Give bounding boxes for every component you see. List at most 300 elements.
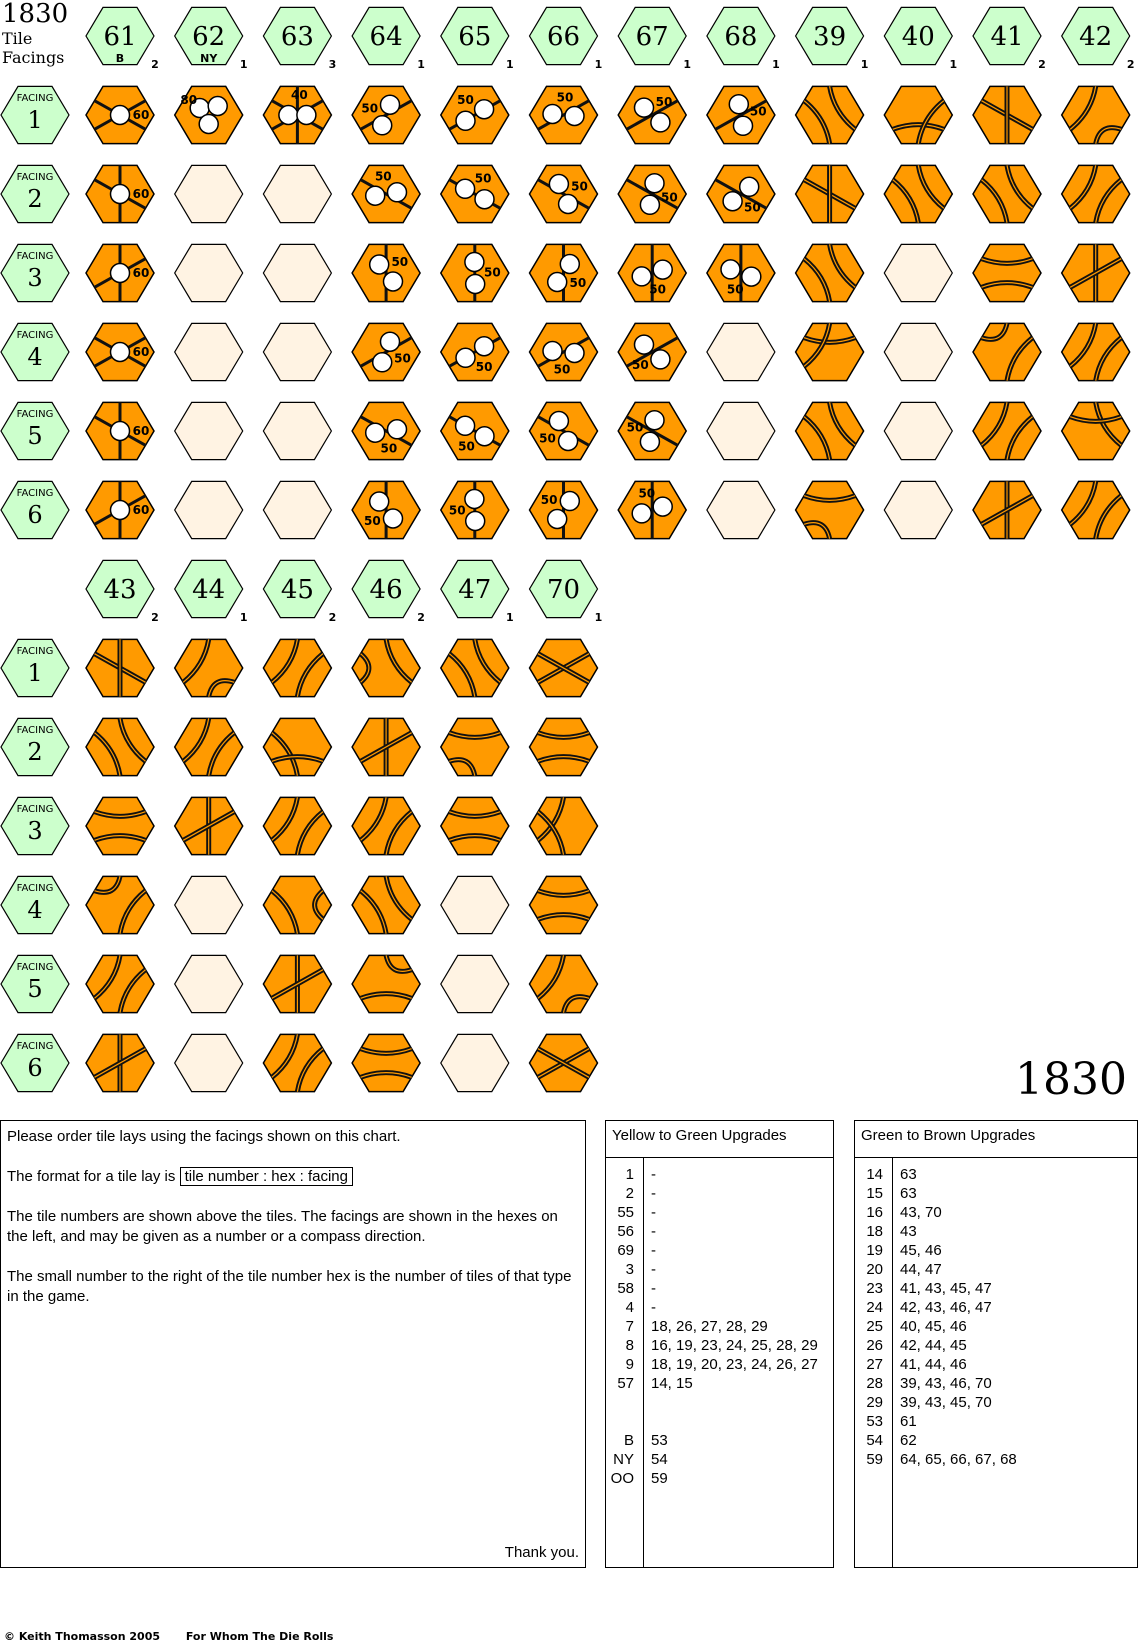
revenue-value: 50 — [556, 90, 574, 105]
empty-facing-40-4 — [884, 323, 952, 380]
revenue-value: 60 — [132, 503, 150, 517]
tile-45-facing-2 — [263, 718, 331, 775]
empty-facing-63-6 — [263, 481, 331, 538]
upgrade-to: - — [651, 1299, 656, 1316]
city-icon — [565, 344, 584, 363]
facing-label: FACING — [16, 646, 54, 657]
revenue-value: 50 — [649, 282, 666, 297]
revenue-value: 50 — [540, 492, 558, 507]
tile-61-facing-4 — [86, 323, 154, 380]
facing-label: FACING — [16, 883, 54, 894]
tile-42-facing-6 — [1062, 481, 1130, 538]
upgrade-to: 43, 70 — [900, 1204, 942, 1221]
city-icon — [384, 509, 403, 528]
city-icon — [729, 95, 748, 114]
upgrade-from — [606, 1412, 634, 1432]
city-icon — [543, 342, 562, 361]
tile-hex — [530, 718, 598, 775]
tile-number: 47 — [458, 575, 492, 605]
upgrade-from: 57 — [617, 1375, 634, 1392]
tile-39-facing-2 — [796, 165, 864, 222]
tile-count: 2 — [417, 611, 425, 624]
revenue-value: 50 — [458, 439, 475, 454]
tile-65-facing-1 — [441, 86, 509, 143]
city-icon — [651, 113, 670, 132]
chart-title: 1830 — [2, 0, 69, 29]
revenue-value: 40 — [291, 88, 308, 102]
city-icon — [560, 492, 579, 511]
upgrade-to: 43 — [900, 1223, 917, 1240]
empty-facing-62-6 — [175, 481, 243, 538]
city-icon — [297, 106, 316, 125]
instructions-para3: The small number to the right of the tile number hex is the number of tiles of that type in the game. — [7, 1268, 572, 1305]
revenue-value: 50 — [539, 431, 556, 446]
city-icon — [279, 106, 298, 125]
tile-41-facing-2 — [973, 165, 1041, 222]
revenue-value: 50 — [457, 93, 474, 108]
facing-number: 6 — [27, 501, 43, 529]
tile-count: 2 — [328, 611, 337, 624]
tile-number: 39 — [813, 22, 847, 52]
tile-count: 1 — [417, 58, 425, 71]
upgrade-from: 28 — [866, 1375, 883, 1392]
empty-facing-44-4 — [175, 876, 243, 933]
tile-46-facing-1 — [352, 639, 420, 696]
tile-66-facing-5 — [530, 402, 598, 459]
tile-43-facing-2 — [86, 718, 154, 775]
tile-46-facing-5 — [352, 955, 420, 1012]
facing-number: 3 — [27, 817, 43, 845]
empty-facing-44-5 — [175, 955, 243, 1012]
tile-count: 1 — [594, 611, 603, 624]
city-icon — [640, 195, 659, 214]
facing-number: 1 — [27, 659, 43, 687]
upgrade-to: 42, 43, 46, 47 — [900, 1299, 992, 1316]
empty-facing-63-5 — [263, 402, 331, 459]
tile-41-facing-4 — [973, 323, 1041, 380]
tile-46-facing-4 — [352, 876, 420, 933]
upgrade-from: 18 — [866, 1223, 883, 1240]
upgrade-from: 26 — [866, 1337, 883, 1354]
upgrade-to: 44, 47 — [900, 1261, 942, 1278]
tile-61-facing-5 — [86, 402, 154, 459]
revenue-value: 60 — [132, 345, 150, 359]
tile-44-facing-1 — [175, 639, 243, 696]
format-prefix: The format for a tile lay is — [7, 1168, 176, 1185]
tile-39-facing-1 — [796, 86, 864, 143]
instructions-line1: Please order tile lays using the facings shown on this chart. — [7, 1128, 401, 1145]
upgrade-from: OO — [610, 1470, 634, 1487]
facing-label: FACING — [16, 172, 54, 183]
tile-39-facing-6 — [796, 481, 864, 538]
tile-45-facing-5 — [263, 955, 331, 1012]
upgrade-from: 55 — [617, 1204, 634, 1221]
upgrade-from: NY — [613, 1451, 634, 1468]
city-icon — [366, 423, 385, 442]
facing-number: 2 — [27, 738, 43, 766]
tile-39-facing-3 — [796, 244, 864, 301]
city-icon — [465, 253, 484, 272]
city-icon — [559, 195, 578, 214]
tile-61-facing-1 — [86, 86, 154, 143]
city-icon — [475, 427, 494, 446]
facing-number: 5 — [27, 422, 43, 450]
tile-number: 63 — [280, 22, 314, 52]
city-icon — [549, 412, 568, 431]
tile-43-facing-3 — [86, 797, 154, 854]
tile-63-facing-1 — [263, 86, 331, 143]
city-icon — [370, 492, 389, 511]
tile-67-facing-4 — [618, 323, 686, 380]
tile-42-facing-1 — [1062, 86, 1130, 143]
table-body — [606, 1157, 833, 1567]
tile-number: 43 — [103, 575, 137, 605]
tile-hex — [441, 718, 509, 775]
upgrade-from: 29 — [866, 1394, 883, 1411]
upgrade-from: 25 — [866, 1318, 883, 1335]
footer-title: 1830 — [1015, 1054, 1127, 1105]
revenue-value: 60 — [132, 266, 150, 280]
upgrade-to: 64, 65, 66, 67, 68 — [900, 1451, 1017, 1468]
upgrade-from: 9 — [625, 1356, 634, 1373]
city-icon — [111, 264, 130, 283]
upgrade-from: 53 — [866, 1413, 883, 1430]
tile-67-facing-3 — [618, 244, 686, 301]
city-icon — [632, 504, 651, 523]
city-icon — [111, 422, 130, 441]
city-icon — [721, 260, 740, 279]
tile-70-facing-5 — [530, 955, 598, 1012]
tile-64-facing-4 — [352, 323, 420, 380]
revenue-value: 50 — [632, 358, 649, 373]
city-icon — [111, 185, 130, 204]
tile-number: 68 — [724, 22, 758, 52]
city-icon — [723, 192, 742, 211]
tile-45-facing-6 — [263, 1034, 331, 1091]
upgrade-to: 39, 43, 46, 70 — [900, 1375, 992, 1392]
upgrade-to: - — [651, 1166, 656, 1183]
upgrade-to: 18, 19, 20, 23, 24, 26, 27 — [651, 1356, 818, 1373]
tile-47-facing-3 — [441, 797, 509, 854]
revenue-value: 50 — [364, 514, 381, 529]
tile-number: 42 — [1079, 22, 1113, 52]
city-icon — [388, 420, 407, 439]
tile-count: 2 — [1038, 58, 1046, 71]
facing-number: 3 — [27, 264, 43, 292]
tile-67-facing-1 — [618, 86, 686, 143]
city-icon — [565, 107, 584, 126]
empty-facing-40-5 — [884, 402, 952, 459]
empty-facing-68-6 — [707, 481, 775, 538]
empty-facing-44-6 — [175, 1034, 243, 1091]
tile-42-facing-3 — [1062, 244, 1130, 301]
tile-67-facing-6 — [618, 481, 686, 538]
tile-47-facing-2 — [441, 718, 509, 775]
tile-64-facing-6 — [352, 481, 420, 538]
city-icon — [456, 179, 475, 198]
city-icon — [635, 335, 654, 354]
tile-46-facing-6 — [352, 1034, 420, 1091]
upgrade-to: 61 — [900, 1413, 917, 1430]
upgrade-from: 24 — [866, 1299, 883, 1316]
upgrade-from: 3 — [625, 1261, 634, 1278]
facing-number: 6 — [27, 1054, 43, 1082]
upgrade-from: 16 — [866, 1204, 883, 1221]
upgrade-to: - — [651, 1223, 656, 1240]
revenue-value: 50 — [475, 359, 493, 374]
upgrade-from: 20 — [866, 1261, 883, 1278]
tile-43-facing-1 — [86, 639, 154, 696]
empty-facing-40-3 — [884, 244, 952, 301]
facing-label: FACING — [16, 962, 54, 973]
tile-66-facing-6 — [530, 481, 598, 538]
city-icon — [373, 116, 392, 135]
revenue-value: 50 — [726, 282, 744, 297]
instructions-para2: The tile numbers are shown above the tiles. The facings are shown in the hexes on the left, and may be given as a number or a compass direction. — [7, 1208, 558, 1245]
tile-43-facing-6 — [86, 1034, 154, 1091]
empty-facing-62-5 — [175, 402, 243, 459]
upgrade-from: 8 — [625, 1337, 634, 1354]
tile-count: 1 — [594, 58, 603, 71]
tile-number: 41 — [990, 22, 1024, 52]
city-icon — [384, 272, 403, 291]
revenue-value: 50 — [655, 94, 673, 109]
tile-hex — [973, 244, 1041, 301]
revenue-value: 50 — [448, 503, 466, 518]
upgrade-to: 45, 46 — [900, 1242, 942, 1259]
facing-label: FACING — [16, 330, 54, 341]
upgrade-from: 27 — [866, 1356, 883, 1373]
city-icon — [640, 432, 659, 451]
tile-designation: B — [115, 52, 125, 65]
tile-number: 46 — [369, 575, 403, 605]
tile-68-facing-1 — [707, 86, 775, 143]
upgrade-to: - — [651, 1261, 656, 1278]
city-icon — [740, 177, 759, 196]
tile-41-facing-3 — [973, 244, 1041, 301]
revenue-value: 50 — [474, 171, 492, 186]
tile-61-facing-3 — [86, 244, 154, 301]
tile-40-facing-2 — [884, 165, 952, 222]
tile-45-facing-4 — [263, 876, 331, 933]
revenue-value: 50 — [380, 441, 398, 456]
tile-hex — [530, 876, 598, 933]
tile-65-facing-4 — [441, 323, 509, 380]
facing-label: FACING — [16, 725, 54, 736]
tile-70-facing-4 — [530, 876, 598, 933]
city-icon — [635, 98, 654, 117]
city-icon — [548, 510, 567, 529]
tile-47-facing-1 — [441, 639, 509, 696]
revenue-value: 50 — [391, 254, 409, 269]
revenue-value: 50 — [638, 486, 656, 501]
chart-subtitle: Tile — [2, 29, 33, 48]
upgrade-from: 59 — [866, 1451, 883, 1468]
facing-number: 4 — [27, 896, 43, 924]
revenue-value: 50 — [569, 276, 587, 291]
empty-facing-62-3 — [175, 244, 243, 301]
city-icon — [366, 186, 385, 205]
empty-facing-62-4 — [175, 323, 243, 380]
tile-hex — [86, 797, 154, 854]
city-icon — [653, 260, 672, 279]
facing-number: 2 — [27, 185, 43, 213]
tile-70-facing-2 — [530, 718, 598, 775]
revenue-value: 50 — [553, 362, 571, 377]
upgrade-to: - — [651, 1280, 656, 1297]
revenue-value: 50 — [361, 101, 379, 116]
upgrade-to: 16, 19, 23, 24, 25, 28, 29 — [651, 1337, 818, 1354]
city-icon — [465, 490, 484, 509]
tile-43-facing-4 — [86, 876, 154, 933]
tile-43-facing-5 — [86, 955, 154, 1012]
upgrade-to: 14, 15 — [651, 1375, 693, 1392]
tile-65-facing-2 — [441, 165, 509, 222]
upgrade-from: 1 — [625, 1166, 634, 1183]
empty-facing-68-5 — [707, 402, 775, 459]
tile-number: 44 — [192, 575, 226, 605]
tile-number: 64 — [369, 22, 403, 52]
tile-39-facing-4 — [796, 323, 864, 380]
upgrade-from: 56 — [617, 1223, 634, 1240]
tile-count: 1 — [860, 58, 869, 71]
revenue-value: 50 — [374, 169, 392, 184]
tile-64-facing-2 — [352, 165, 420, 222]
city-icon — [548, 273, 567, 292]
upgrade-to: 41, 44, 46 — [900, 1356, 967, 1373]
tile-68-facing-2 — [707, 165, 775, 222]
city-icon — [456, 111, 475, 130]
upgrade-from: 23 — [866, 1280, 883, 1297]
tile-66-facing-1 — [530, 86, 598, 143]
tile-count: 1 — [239, 58, 248, 71]
tile-39-facing-5 — [796, 402, 864, 459]
revenue-value: 60 — [132, 187, 150, 201]
upgrade-to: 42, 44, 45 — [900, 1337, 967, 1354]
upgrade-from: 58 — [617, 1280, 634, 1297]
upgrade-from: B — [623, 1432, 634, 1449]
facing-number: 4 — [27, 343, 43, 371]
tile-42-facing-4 — [1062, 323, 1130, 380]
city-icon — [734, 116, 753, 135]
revenue-value: 50 — [484, 265, 501, 280]
city-icon — [543, 105, 562, 124]
upgrade-to: 41, 43, 45, 47 — [900, 1280, 992, 1297]
upgrade-to: - — [651, 1185, 656, 1202]
facing-number: 5 — [27, 975, 43, 1003]
upgrade-from — [606, 1393, 634, 1413]
city-icon — [475, 100, 494, 119]
format-box: tile number : hex : facing — [180, 1167, 353, 1186]
tile-count: 1 — [949, 58, 958, 71]
city-icon — [475, 337, 494, 356]
upgrade-from: 69 — [617, 1242, 634, 1259]
upgrade-to: - — [651, 1242, 656, 1259]
table-body — [855, 1157, 1137, 1567]
city-icon — [111, 343, 130, 362]
city-icon — [111, 501, 130, 520]
tile-67-facing-2 — [618, 165, 686, 222]
empty-facing-40-6 — [884, 481, 952, 538]
upgrade-from: 2 — [625, 1185, 634, 1202]
tile-44-facing-2 — [175, 718, 243, 775]
city-icon — [111, 106, 130, 125]
tile-42-facing-5 — [1062, 402, 1130, 459]
upgrade-from: 15 — [866, 1185, 883, 1202]
chart-subtitle: Facings — [2, 48, 65, 67]
city-icon — [466, 512, 485, 531]
upgrade-to: - — [651, 1204, 656, 1221]
revenue-value: 50 — [661, 190, 678, 205]
upgrade-to: 59 — [651, 1470, 668, 1487]
tile-number: 61 — [103, 22, 137, 52]
tile-65-facing-6 — [441, 481, 509, 538]
revenue-value: 50 — [394, 351, 411, 366]
site-name: For Whom The Die Rolls — [185, 1630, 334, 1643]
tile-number: 70 — [546, 575, 581, 605]
upgrade-from: 4 — [625, 1299, 634, 1316]
tile-count: 2 — [151, 58, 159, 71]
tile-61-facing-2 — [86, 165, 154, 222]
tile-66-facing-2 — [530, 165, 598, 222]
facing-label: FACING — [16, 804, 54, 815]
upgrade-to: 40, 45, 46 — [900, 1318, 967, 1335]
city-icon — [559, 432, 578, 451]
tile-46-facing-3 — [352, 797, 420, 854]
city-icon — [651, 350, 670, 369]
tile-65-facing-5 — [441, 402, 509, 459]
table-title: Green to Brown Upgrades — [855, 1121, 1137, 1158]
city-icon — [381, 95, 400, 114]
tile-number: 62 — [192, 22, 226, 52]
tile-66-facing-3 — [530, 244, 598, 301]
facing-label: FACING — [16, 251, 54, 262]
revenue-value: 50 — [626, 420, 644, 435]
tile-46-facing-2 — [352, 718, 420, 775]
tile-41-facing-5 — [973, 402, 1041, 459]
tile-64-facing-5 — [352, 402, 420, 459]
empty-facing-62-2 — [175, 165, 243, 222]
upgrade-to: 39, 43, 45, 70 — [900, 1394, 992, 1411]
yellow-to-green-table — [605, 1120, 834, 1568]
tile-70-facing-1 — [530, 639, 598, 696]
tile-62-facing-1 — [175, 86, 243, 143]
upgrade-to: 63 — [900, 1185, 917, 1202]
city-icon — [381, 332, 400, 351]
empty-facing-47-5 — [441, 955, 509, 1012]
upgrade-to: 18, 26, 27, 28, 29 — [651, 1318, 768, 1335]
empty-facing-47-6 — [441, 1034, 509, 1091]
revenue-value: 60 — [132, 424, 150, 438]
tile-number: 67 — [635, 22, 669, 52]
tile-41-facing-1 — [973, 86, 1041, 143]
tile-45-facing-3 — [263, 797, 331, 854]
green-to-brown-table — [854, 1120, 1138, 1568]
tile-44-facing-3 — [175, 797, 243, 854]
empty-facing-68-4 — [707, 323, 775, 380]
upgrade-from: 54 — [866, 1432, 883, 1449]
empty-facing-63-2 — [263, 165, 331, 222]
city-icon — [549, 175, 568, 194]
tile-number: 40 — [901, 22, 935, 52]
empty-facing-63-3 — [263, 244, 331, 301]
empty-facing-63-4 — [263, 323, 331, 380]
tile-hex — [352, 1034, 420, 1091]
tile-number: 45 — [280, 575, 314, 605]
tile-70-facing-6 — [530, 1034, 598, 1091]
thanks-text: Thank you. — [504, 1544, 579, 1561]
tile-count: 1 — [239, 611, 248, 624]
